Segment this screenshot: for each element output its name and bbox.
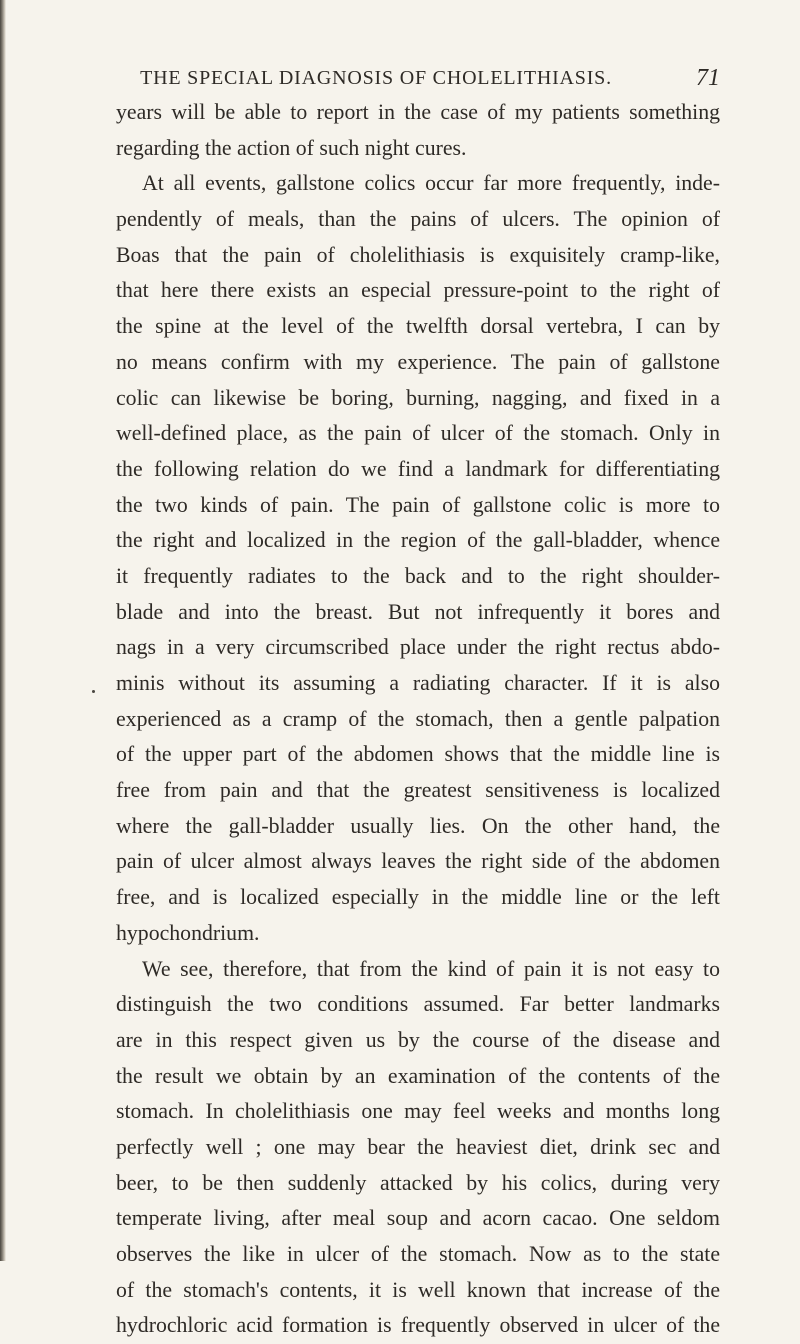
margin-mark (92, 690, 95, 693)
text-line: pain of ulcer almost always leaves the right side of the abdomen (116, 849, 720, 874)
text-line: nags in a very circumscribed place under the right rectus abdo- (116, 635, 720, 660)
text-line: We see, therefore, that from the kind of pain it is not easy to (142, 956, 720, 981)
text-line: are in this respect given us by the course of the disease and (116, 1027, 720, 1052)
text-line: of the upper part of the abdomen shows that the middle line is (116, 742, 720, 767)
page-header (116, 58, 720, 98)
text-line: the right and localized in the region of the gall-bladder, whence (116, 528, 720, 553)
text-line: it frequently radiates to the back and to the right shoulder- (116, 563, 720, 588)
text-line: the two kinds of pain. The pain of gallstone colic is more to (116, 492, 720, 517)
page-number: 71 (696, 65, 720, 91)
text-line: the result we obtain by an examination of the contents of the (116, 1063, 720, 1088)
text-line: At all events, gallstone colics occur far more frequently, inde- (142, 171, 720, 196)
body-text (116, 95, 720, 1344)
text-line: free from pain and that the greatest sensitiveness is localized (116, 778, 720, 803)
text-line: blade and into the breast. But not infrequently it bores and (116, 599, 720, 624)
text-line: well-defined place, as the pain of ulcer of the stomach. Only in (116, 421, 720, 446)
text-line: observes the like in ulcer of the stomach. Now as to the state (116, 1242, 720, 1266)
text-line: of the stomach's contents, it is well known that increase of the (116, 1277, 720, 1302)
text-line: stomach. In cholelithiasis one may feel weeks and months long (116, 1099, 720, 1124)
text-line: experienced as a cramp of the stomach, then a gentle palpation (116, 706, 720, 731)
text-line: temperate living, after meal soup and acorn cacao. One seldom (116, 1206, 720, 1231)
text-line: beer, to be then suddenly attacked by his colics, during very (116, 1170, 720, 1195)
text-line: hydrochloric acid formation is frequently observed in ulcer of the (116, 1313, 720, 1338)
text-line: the following relation do we find a landmark for differentiating (116, 456, 720, 481)
text-line: the spine at the level of the twelfth dorsal vertebra, I can by (116, 314, 720, 339)
text-line: perfectly well ; one may bear the heaviest diet, drink sec and (116, 1134, 720, 1159)
page-binding-edge (0, 0, 6, 1261)
text-line: distinguish the two conditions assumed. Far better landmarks (116, 992, 720, 1017)
text-line: Boas that the pain of cholelithiasis is exquisitely cramp-like, (116, 242, 720, 267)
text-line: no means confirm with my experience. The pain of gallstone (116, 349, 720, 374)
text-line: free, and is localized especially in the middle line or the left (116, 885, 720, 910)
text-line: pendently of meals, than the pains of ulcers. The opinion of (116, 207, 720, 232)
text-line: hypochondrium. (116, 920, 260, 945)
running-head: THE SPECIAL DIAGNOSIS OF CHOLELITHIASIS. (140, 67, 612, 89)
text-line: regarding the action of such night cures. (116, 135, 467, 160)
text-line: where the gall-bladder usually lies. On the other hand, the (116, 813, 720, 838)
text-line: years will be able to report in the case of my patients something (116, 100, 720, 124)
text-line: minis without its assuming a radiating character. If it is also (116, 671, 720, 695)
text-line: that here there exists an especial pressure-point to the right of (116, 278, 720, 303)
text-line: colic can likewise be boring, burning, nagging, and fixed in a (116, 385, 720, 410)
